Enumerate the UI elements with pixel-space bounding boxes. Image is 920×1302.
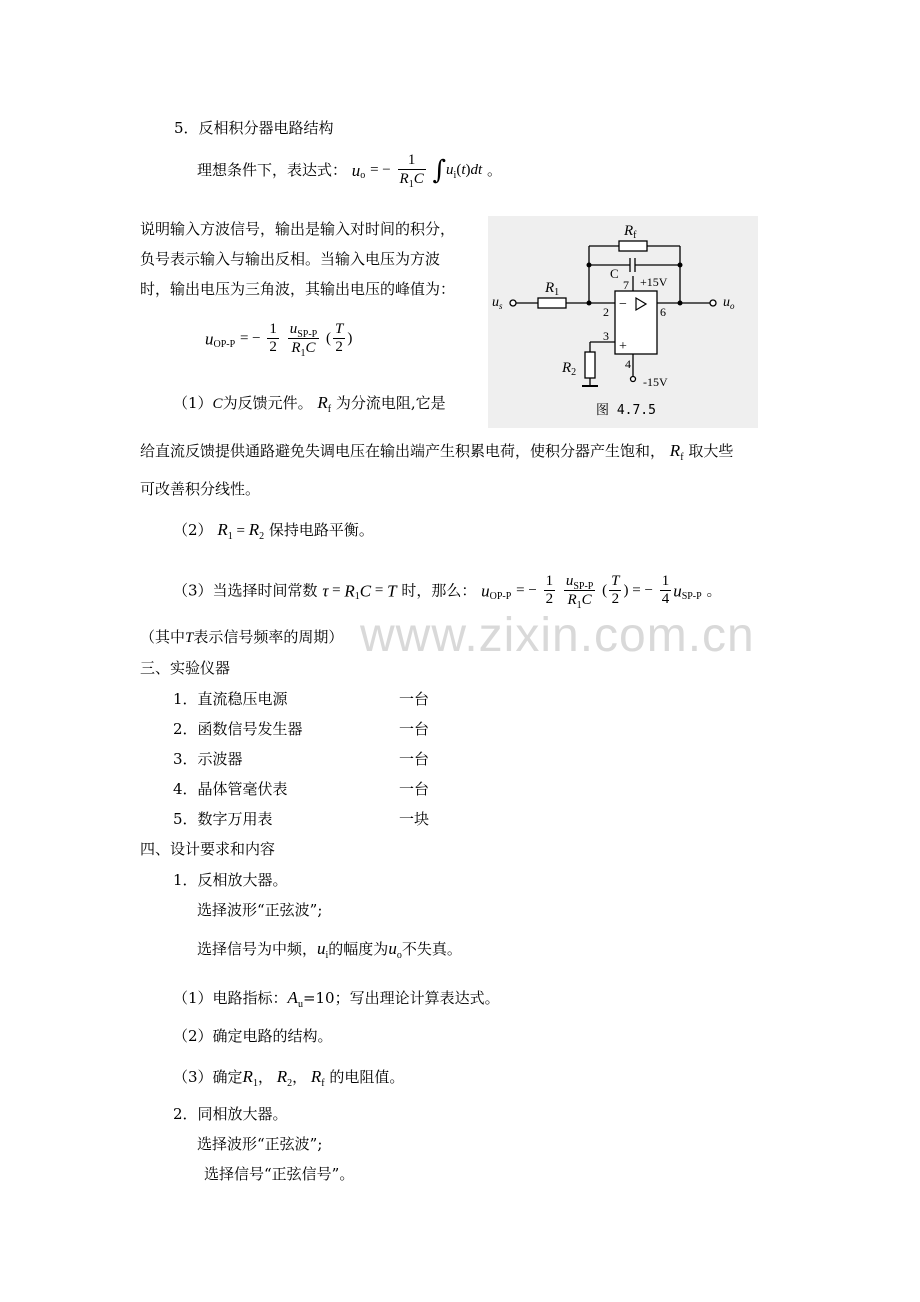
- requirement-1: （1）电路指标：$A_u=10$；写出理论计算表达式。: [173, 988, 500, 1010]
- capacitor-label: C: [610, 266, 619, 281]
- figure-caption: 图 4.7.5: [596, 403, 656, 418]
- note-3-suffix: 。: [706, 581, 722, 600]
- r1-label-sub: 1: [554, 287, 560, 298]
- r1-label: R: [545, 280, 555, 296]
- pin-7: 7: [623, 278, 629, 292]
- note-2-line: （2） $R_1 = R_2$ 保持电路平衡。: [173, 520, 374, 542]
- r2-resistor: [585, 352, 595, 378]
- req-3b: 的电阻值。: [329, 1068, 405, 1086]
- period-note-b: 表示信号频率的周期）: [193, 628, 344, 646]
- list-item: 5．数字万用表: [173, 810, 273, 828]
- requirement-2: （2）确定电路的结构。: [173, 1027, 333, 1045]
- list-item-qty: 一台: [399, 720, 430, 738]
- ideal-prefix: 理想条件下，表达式：: [197, 160, 348, 179]
- ideal-formula-line: 理想条件下，表达式： $u_o$ = − $\frac{1}{R_1C}$ $\int u_i(t)dt$ 。: [197, 152, 502, 191]
- note-1-mid: 为反馈元件。: [222, 394, 313, 412]
- period-note-a: （其中: [140, 628, 186, 646]
- input-label: u: [492, 295, 499, 310]
- signal-select-2: 选择信号“正弦信号”。: [204, 1165, 355, 1183]
- note-2-suffix: 保持电路平衡。: [268, 521, 374, 539]
- rf-label: R: [624, 223, 634, 239]
- note-1-prefix: （1）: [173, 394, 213, 412]
- list-item: 3．示波器: [173, 750, 243, 768]
- list-item: 2．函数信号发生器: [173, 720, 303, 738]
- neg-supply-label: -15V: [643, 375, 668, 389]
- list-item-qty: 一台: [399, 780, 430, 798]
- output-label-sub: o: [730, 301, 735, 311]
- note-2-prefix: （2）: [173, 521, 213, 539]
- r2-label-sub: 2: [571, 367, 577, 378]
- item-1-heading: 1．反相放大器。: [173, 871, 288, 889]
- list-item-qty: 一台: [399, 690, 430, 708]
- requirement-3: （3）确定$R_1$， $R_2$， $R_f$ 的电阻值。: [173, 1067, 405, 1089]
- pin-3: 3: [603, 329, 609, 343]
- note-1-cont-1a: 给直流反馈提供通路避免失调电压在输出端产生积累电荷，使积分器产生饱和，: [140, 442, 666, 460]
- output-terminal: [710, 300, 716, 306]
- wave-select-1: 选择波形“正弦波”;: [197, 901, 323, 919]
- list-item-qty: 一块: [399, 810, 430, 828]
- signal-select-1: 选择信号为中频，$u_i$的幅度为$u_o$不失真。: [197, 939, 462, 961]
- r1-resistor: [538, 298, 566, 308]
- integrator-circuit-diagram: [488, 216, 758, 428]
- req-1b: =10；写出理论计算表达式。: [302, 989, 500, 1007]
- peak-formula: $u_{OP-P}$ = − $\frac{1}{2}$ $\frac{u_{SP-P}}{R_1C}$ ( $\frac{T}{2}$ ): [205, 321, 353, 360]
- explain-line-1: 说明输入方波信号，输出是输入对时间的积分，: [140, 220, 456, 238]
- signal-1b: 的幅度为: [328, 940, 389, 958]
- wave-select-2: 选择波形“正弦波”;: [197, 1135, 323, 1153]
- explain-line-2: 负号表示输入与输出反相。当输入电压为方波: [140, 250, 441, 268]
- note-1-cont-1b: 取大些: [688, 442, 734, 460]
- r2-label: R: [562, 360, 572, 376]
- watermark: www.zixin.com.cn: [360, 609, 755, 662]
- note-3-prefix: （3）当选择时间常数: [173, 581, 318, 600]
- pin-6: 6: [660, 305, 666, 319]
- note-3-mid: 时，那么：: [401, 581, 477, 600]
- neg-supply-terminal: [631, 377, 636, 382]
- note-1-cont-2: 可改善积分线性。: [140, 480, 261, 498]
- note-1-line: （1）C为反馈元件。 $R_f$ 为分流电阻,它是: [173, 393, 446, 415]
- pos-supply-label: +15V: [640, 275, 668, 289]
- pin-2: 2: [603, 305, 609, 319]
- list-item-qty: 一台: [399, 750, 430, 768]
- section-4-heading: 四、设计要求和内容: [140, 840, 276, 858]
- section-5-heading: 5．反相积分器电路结构: [174, 119, 334, 137]
- signal-1c: 不失真。: [401, 940, 462, 958]
- pin-4: 4: [625, 357, 631, 371]
- section-3-heading: 三、实验仪器: [140, 659, 231, 677]
- req-1a: （1）电路指标：: [173, 989, 288, 1007]
- input-terminal: [510, 300, 516, 306]
- signal-1a: 选择信号为中频，: [197, 940, 318, 958]
- output-label: u: [723, 295, 730, 310]
- op-amp-minus: −: [619, 297, 627, 312]
- ideal-fraction: $\frac{1}{R_1C}$: [399, 152, 424, 191]
- op-amp-plus: +: [619, 339, 627, 354]
- rf-resistor: [619, 241, 647, 251]
- req-3a: （3）确定: [173, 1068, 243, 1086]
- period-note: （其中T表示信号频率的周期）: [140, 628, 344, 646]
- explain-line-3: 时，输出电压为三角波，其输出电压的峰值为：: [140, 280, 456, 298]
- list-item: 1．直流稳压电源: [173, 690, 288, 708]
- note-1-cont-1: 给直流反馈提供通路避免失调电压在输出端产生积累电荷，使积分器产生饱和， $R_f$ 取大些: [140, 441, 734, 463]
- rf-label-sub: f: [633, 230, 637, 241]
- note-3-line: （3）当选择时间常数 $\tau = R_1C = T$ 时，那么： $u_{OP-P}$ = − $\frac{1}{2}$ $\frac{u_{SP-P}}{R_1C}$ ( $\frac{T}{2}$ ) = − $\frac{1}{4}$ $u_{SP-P}$ 。: [173, 573, 722, 612]
- input-label-sub: s: [499, 301, 503, 311]
- ideal-suffix: 。: [486, 160, 502, 179]
- list-item: 4．晶体管毫伏表: [173, 780, 288, 798]
- item-2-heading: 2．同相放大器。: [173, 1105, 288, 1123]
- note-1-suffix: 为分流电阻,它是: [335, 394, 446, 412]
